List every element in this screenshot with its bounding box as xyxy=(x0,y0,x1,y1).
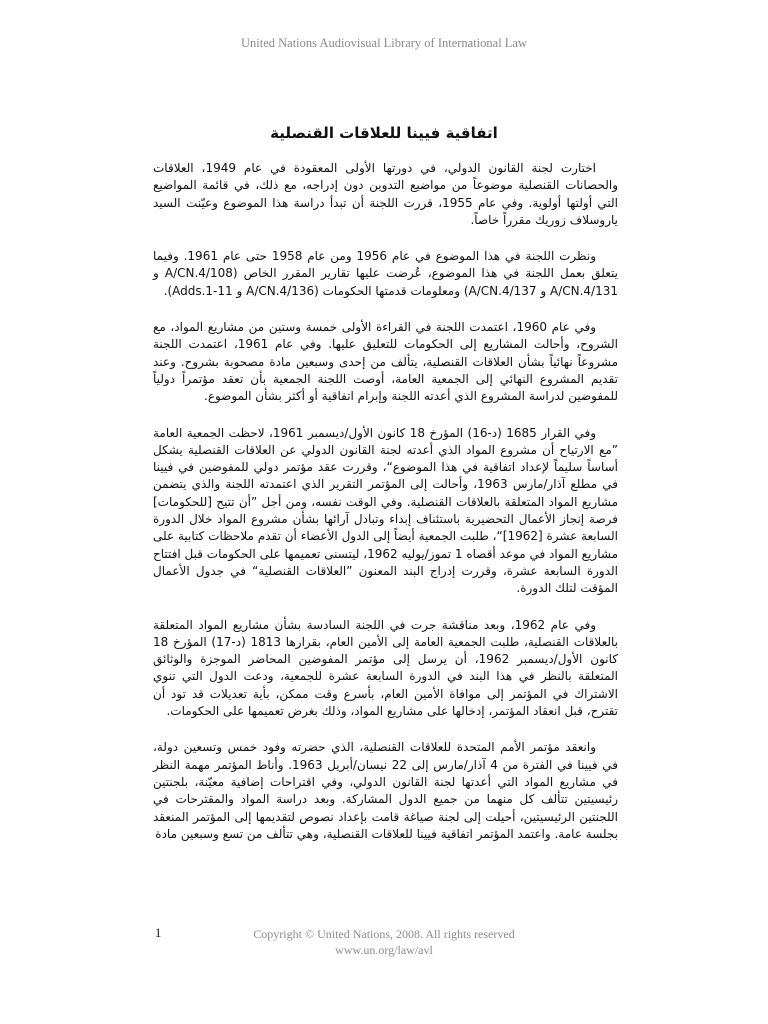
page-header: United Nations Audiovisual Library of International Law xyxy=(240,36,528,50)
paragraph-1: اختارت لجنة القانون الدولي، في دورتها الأولى المعقودة في عام 1949، العلاقات والحصانات القنصلية موضوعاً من مواضيع التدوين دون إدراجه، مع ذلك، في قائمة المواضيع التي أولتها أولوية. وفي عام 1955، قررت اللجنة أن تبدأ دراسة هذا الموضوع وعيّنت السيد ياروسلاف زوريك مقرراً خاصاً. xyxy=(153,161,618,227)
page-number: 1 xyxy=(155,926,162,940)
document-title: اتفاقية فيينا للعلاقات القنصلية xyxy=(270,124,498,142)
copyright-text: Copyright © United Nations, 2008. All rights reserved xyxy=(253,927,515,941)
paragraph-4: وفي القرار 1685 (د-16) المؤرخ 18 كانون الأول/ديسمبر 1961، لاحظت الجمعية العامة ”مع الارتياح أن مشروع المواد الذي أعدته لجنة القانون الدولي عن العلاقات القنصلية يشكل أساساً سليماً لإعداد اتفاقية في هذا الموضوع“، وقررت عقد مؤتمر دولي للمفوضين في فيينا في مطلع آذار/مارس 1963، وأحالت إلى المؤتمر التقرير الذي اعتمدته اللجنة والذي يتضمن مشاريع المواد المتعلقة بالعلاقات القنصلية. وفي الوقت نفسه، ومن أجل ”أن تتيح [للحكومات] فرصة إنجاز الأعمال التحضيرية باستئناف إبداء وتبادل آرائها بشأن مشروع المواد خلال الدورة السابعة عشرة [1962]“، طلبت الجمعية أيضاً إلى الدول الأعضاء أن تقدم ملاحظات كتابية على مشاريع المواد في موعد أقصاه 1 تموز/يوليه 1962، ليتسنى تعميمها على الحكومات قبل افتتاح الدورة السابعة عشرة، وقررت إدراج البند المعنون ”العلاقات القنصلية“ في جدول الأعمال المؤقت لتلك الدورة. xyxy=(153,425,618,596)
paragraph-3: وفي عام 1960، اعتمدت اللجنة في القراءة الأولى خمسة وستين من مشاريع المواد، مع الشروح، وأحالت المشاريع إلى الحكومات للتعليق عليها. وفي عام 1961، اعتمدت اللجنة مشروعاً نهائياً بشأن العلاقات القنصلية، يتألف من إحدى وسبعين مادة مصحوبة بشروح. وعند تقديم المشروع النهائي إلى الجمعية العامة، أوصت اللجنة الجمعية بأن تعقد مؤتمراً دولياً للمفوضين لدراسة المشروع الذي أعدته اللجنة وإبرام اتفاقية أو أكثر بشأن الموضوع. xyxy=(153,320,618,404)
footer-copyright-block xyxy=(0,926,768,958)
document-body xyxy=(153,160,618,862)
paragraph-5: وفي عام 1962، وبعد مناقشة جرت في اللجنة السادسة بشأن مشاريع المواد المتعلقة بالعلاقات القنصلية، طلبت الجمعية العامة إلى الأمين العام، بقرارها 1813 (د-17) المؤرخ 18 كانون الأول/ديسمبر 1962، أن يرسل إلى مؤتمر المفوضين المحاضر الموجزة والوثائق المتعلقة بالنظر في هذا البند في الدورة السابعة عشرة للجمعية، ودعت الدول التي تنوي الاشتراك في المؤتمر إلى موافاة الأمين العام، بأسرع وقت ممكن، بأية تعديلات قد تود أن تقترح، قبل انعقاد المؤتمر، إدخالها على مشاريع المواد، وذلك بغرض تعميمها على الحكومات. xyxy=(153,617,619,719)
footer-url: www.un.org/law/avl xyxy=(335,943,433,957)
paragraph-2: ونظرت اللجنة في هذا الموضوع في عام 1956 ومن عام 1958 حتى عام 1961. وفيما يتعلق بعمل اللجنة في هذا الموضوع، عُرضت عليها تقارير المقرر الخاص (A/CN.4/108 و A/CN.4/131 و A/CN.4/137) ومعلومات قدمتها الحكومات (A/CN.4/136 و Adds.1-11). xyxy=(153,249,618,298)
paragraph-6: وانعقد مؤتمر الأمم المتحدة للعلاقات القنصلية، الذي حضرته وفود خمس وتسعين دولة، في فيينا في الفترة من 4 آذار/مارس إلى 22 نيسان/أبريل 1963. وأناط المؤتمر مهمة النظر في مشاريع المواد التي أعدتها لجنة القانون الدولي، وفي اقتراحات إضافية معيّنة، بلجنتين رئيسيتين تتألف كل منهما من جميع الدول المشاركة. وبعد دراسة المواد والمقترحات في اللجنتين الرئيسيتين، أحيلت إلى لجنة صياغة قامت بإعداد نصوص لتقديمها إلى المؤتمر المنعقد بجلسة عامة. واعتمد المؤتمر اتفاقية فيينا للعلاقات القنصلية، وهي تتألف من تسع وسبعين مادة xyxy=(153,740,618,841)
